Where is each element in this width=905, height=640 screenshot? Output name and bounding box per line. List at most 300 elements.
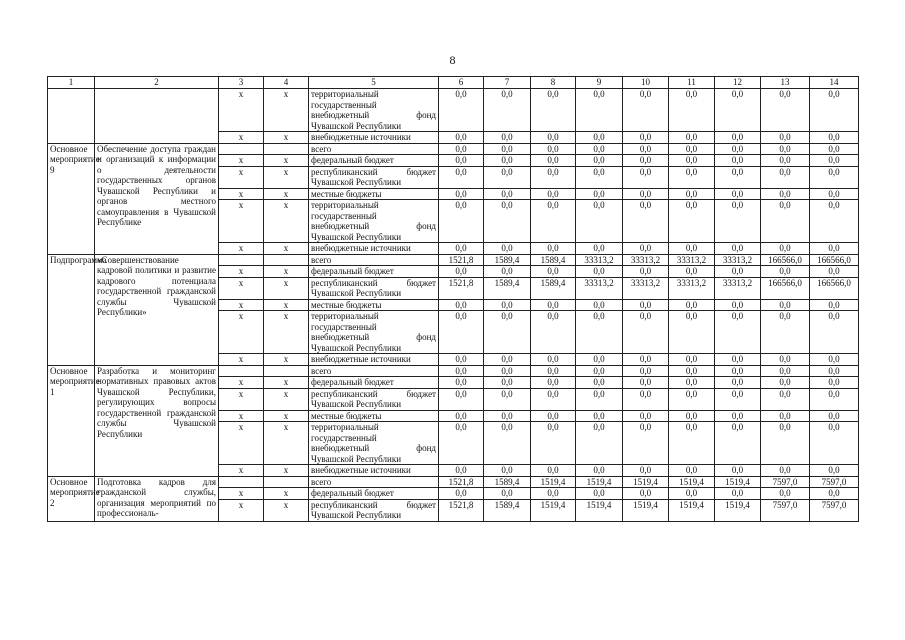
value-cell: 0,0 [531,243,576,255]
code-cell-4 [264,254,309,266]
value-cell: 1521,8 [439,254,484,266]
value-cell: 33313,2 [715,254,761,266]
value-cell: 0,0 [484,243,531,255]
value-cell: 0,0 [810,155,859,167]
value-cell: 0,0 [439,89,484,132]
value-cell: 0,0 [484,311,531,354]
code-cell-4 [264,143,309,155]
value-cell: 0,0 [623,354,669,366]
column-header-5: 5 [309,77,439,89]
value-cell: 1519,4 [715,476,761,488]
value-cell: 1589,4 [484,476,531,488]
code-cell-3: x [219,488,264,500]
code-cell-3: x [219,166,264,188]
value-cell: 0,0 [623,377,669,389]
value-cell: 0,0 [810,354,859,366]
value-cell: 0,0 [576,200,623,243]
value-cell: 1519,4 [576,476,623,488]
value-cell: 0,0 [623,311,669,354]
measure-name-cell: Обеспечение доступа граждан и организаций к информации о деятельности государственных органов Чувашской Республики и органов местного самоуправления в Чувашской Республике [95,143,219,254]
code-cell-4: x [264,89,309,132]
value-cell: 0,0 [439,188,484,200]
funding-source-cell: территориальный государственный внебюджетный фонд Чувашской Республики [309,422,439,465]
value-cell: 0,0 [761,132,810,144]
value-cell: 0,0 [715,311,761,354]
value-cell: 0,0 [484,155,531,167]
value-cell: 0,0 [669,465,715,477]
value-cell: 0,0 [761,365,810,377]
value-cell: 1521,8 [439,499,484,521]
value-cell: 0,0 [715,143,761,155]
code-cell-3: x [219,188,264,200]
value-cell: 0,0 [531,465,576,477]
value-cell: 0,0 [669,188,715,200]
code-cell-3: x [219,243,264,255]
value-cell: 0,0 [761,200,810,243]
value-cell: 0,0 [439,299,484,311]
value-cell: 0,0 [669,354,715,366]
value-cell: 0,0 [623,365,669,377]
code-cell-3: x [219,410,264,422]
value-cell: 0,0 [576,155,623,167]
code-cell-4: x [264,132,309,144]
table-row [48,89,859,132]
value-cell: 0,0 [761,488,810,500]
value-cell: 0,0 [484,488,531,500]
value-cell: 0,0 [761,410,810,422]
value-cell: 0,0 [439,388,484,410]
value-cell: 0,0 [484,422,531,465]
value-cell: 0,0 [810,365,859,377]
value-cell: 0,0 [715,377,761,389]
value-cell: 0,0 [669,377,715,389]
funding-source-cell: республиканский бюджет Чувашской Республики [309,499,439,521]
value-cell: 0,0 [761,266,810,278]
value-cell: 0,0 [715,200,761,243]
value-cell: 0,0 [810,377,859,389]
column-header-9: 9 [576,77,623,89]
value-cell: 1589,4 [484,277,531,299]
code-cell-4: x [264,311,309,354]
measure-name-cell: Разработка и мониторинг нормативных правовых актов Чувашской Республики, регулирующих вопросы государственной гражданской службы Чувашской Республики [95,365,219,476]
value-cell: 0,0 [761,188,810,200]
table-row [48,476,859,488]
funding-source-cell: местные бюджеты [309,299,439,311]
value-cell: 0,0 [623,89,669,132]
value-cell: 0,0 [623,388,669,410]
column-header-3: 3 [219,77,264,89]
code-cell-4: x [264,243,309,255]
value-cell: 0,0 [715,354,761,366]
code-cell-3: x [219,277,264,299]
value-cell: 1589,4 [531,277,576,299]
value-cell: 33313,2 [715,277,761,299]
funding-source-cell: территориальный государственный внебюджетный фонд Чувашской Республики [309,89,439,132]
code-cell-3: x [219,311,264,354]
funding-source-cell: республиканский бюджет Чувашской Республики [309,388,439,410]
funding-source-cell: местные бюджеты [309,410,439,422]
value-cell: 1589,4 [484,499,531,521]
code-cell-3: x [219,354,264,366]
value-cell: 7597,0 [810,476,859,488]
value-cell: 0,0 [484,465,531,477]
value-cell: 0,0 [761,166,810,188]
value-cell: 0,0 [439,311,484,354]
value-cell: 1589,4 [484,254,531,266]
code-cell-4: x [264,188,309,200]
value-cell: 0,0 [531,266,576,278]
value-cell: 0,0 [761,143,810,155]
code-cell-4: x [264,354,309,366]
measure-name-cell: «Совершенствование кадровой политики и развитие кадрового потенциала государственной гражданской службы Чувашской Республики» [95,254,219,365]
value-cell: 0,0 [484,388,531,410]
value-cell: 0,0 [531,488,576,500]
column-header-8: 8 [531,77,576,89]
code-cell-4: x [264,200,309,243]
value-cell: 0,0 [715,243,761,255]
funding-source-cell: местные бюджеты [309,188,439,200]
funding-source-cell: республиканский бюджет Чувашской Республики [309,277,439,299]
value-cell: 0,0 [531,155,576,167]
value-cell: 0,0 [669,422,715,465]
column-header-7: 7 [484,77,531,89]
value-cell: 0,0 [531,89,576,132]
value-cell: 0,0 [669,388,715,410]
value-cell: 33313,2 [623,254,669,266]
value-cell: 0,0 [576,299,623,311]
value-cell: 0,0 [715,188,761,200]
column-header-13: 13 [761,77,810,89]
value-cell: 0,0 [715,365,761,377]
value-cell: 0,0 [623,410,669,422]
value-cell: 0,0 [623,132,669,144]
value-cell: 1519,4 [531,476,576,488]
measure-name-cell [95,89,219,144]
value-cell: 0,0 [810,243,859,255]
value-cell: 0,0 [669,155,715,167]
value-cell: 0,0 [576,354,623,366]
value-cell: 0,0 [623,143,669,155]
code-cell-3: x [219,422,264,465]
value-cell: 0,0 [484,365,531,377]
value-cell: 0,0 [761,299,810,311]
column-header-1: 1 [48,77,95,89]
value-cell: 0,0 [531,377,576,389]
value-cell: 0,0 [761,465,810,477]
code-cell-3 [219,254,264,266]
value-cell: 0,0 [669,410,715,422]
value-cell: 0,0 [531,200,576,243]
table-row [48,365,859,377]
column-header-11: 11 [669,77,715,89]
value-cell: 1519,4 [669,499,715,521]
funding-source-cell: внебюджетные источники [309,354,439,366]
code-cell-3 [219,365,264,377]
value-cell: 0,0 [531,354,576,366]
value-cell: 0,0 [531,388,576,410]
funding-source-cell: внебюджетные источники [309,132,439,144]
value-cell: 0,0 [810,311,859,354]
code-cell-4: x [264,488,309,500]
value-cell: 0,0 [715,266,761,278]
value-cell: 0,0 [576,311,623,354]
value-cell: 0,0 [810,143,859,155]
value-cell: 0,0 [810,465,859,477]
value-cell: 0,0 [439,132,484,144]
code-cell-3: x [219,132,264,144]
funding-source-cell: республиканский бюджет Чувашской Республики [309,166,439,188]
value-cell: 0,0 [484,188,531,200]
value-cell: 0,0 [484,266,531,278]
value-cell: 0,0 [484,299,531,311]
funding-source-cell: всего [309,254,439,266]
value-cell: 0,0 [669,311,715,354]
code-cell-3: x [219,155,264,167]
value-cell: 0,0 [715,166,761,188]
value-cell: 0,0 [761,422,810,465]
value-cell: 0,0 [715,410,761,422]
value-cell: 0,0 [576,188,623,200]
value-cell: 0,0 [484,200,531,243]
value-cell: 0,0 [576,266,623,278]
value-cell: 0,0 [623,488,669,500]
column-header-6: 6 [439,77,484,89]
code-cell-4: x [264,299,309,311]
value-cell: 166566,0 [810,277,859,299]
code-cell-4: x [264,166,309,188]
value-cell: 1519,4 [623,499,669,521]
value-cell: 0,0 [669,89,715,132]
funding-source-cell: федеральный бюджет [309,488,439,500]
value-cell: 0,0 [576,488,623,500]
measure-type-cell: Основное мероприятие 2 [48,476,95,521]
value-cell: 0,0 [439,365,484,377]
value-cell: 0,0 [531,132,576,144]
value-cell: 0,0 [761,388,810,410]
code-cell-3: x [219,377,264,389]
value-cell: 1519,4 [531,499,576,521]
value-cell: 0,0 [484,354,531,366]
column-header-12: 12 [715,77,761,89]
value-cell: 0,0 [484,89,531,132]
value-cell: 0,0 [531,188,576,200]
value-cell: 0,0 [439,354,484,366]
value-cell: 0,0 [576,465,623,477]
column-header-10: 10 [623,77,669,89]
value-cell: 0,0 [669,200,715,243]
value-cell: 0,0 [623,299,669,311]
value-cell: 0,0 [669,166,715,188]
budget-table [47,76,859,522]
code-cell-3: x [219,465,264,477]
measure-type-cell [48,89,95,144]
value-cell: 0,0 [623,188,669,200]
value-cell: 7597,0 [761,476,810,488]
code-cell-3: x [219,299,264,311]
measure-type-cell: Основное мероприятие 9 [48,143,95,254]
column-header-4: 4 [264,77,309,89]
value-cell: 0,0 [810,422,859,465]
value-cell: 0,0 [576,143,623,155]
funding-source-cell: всего [309,476,439,488]
value-cell: 0,0 [810,299,859,311]
value-cell: 0,0 [484,132,531,144]
funding-source-cell: всего [309,365,439,377]
value-cell: 0,0 [623,243,669,255]
value-cell: 1521,8 [439,476,484,488]
funding-source-cell: всего [309,143,439,155]
value-cell: 0,0 [439,410,484,422]
funding-source-cell: территориальный государственный внебюджетный фонд Чувашской Республики [309,200,439,243]
value-cell: 0,0 [669,266,715,278]
value-cell: 0,0 [810,166,859,188]
value-cell: 0,0 [576,377,623,389]
code-cell-3: x [219,89,264,132]
code-cell-4: x [264,388,309,410]
value-cell: 0,0 [439,465,484,477]
funding-source-cell: внебюджетные источники [309,465,439,477]
value-cell: 33313,2 [576,277,623,299]
value-cell: 0,0 [531,311,576,354]
value-cell: 0,0 [669,299,715,311]
value-cell: 0,0 [439,266,484,278]
value-cell: 0,0 [761,311,810,354]
value-cell: 0,0 [810,132,859,144]
table-row [48,143,859,155]
value-cell: 0,0 [623,155,669,167]
value-cell: 0,0 [715,422,761,465]
value-cell: 0,0 [715,299,761,311]
value-cell: 0,0 [484,410,531,422]
value-cell: 1519,4 [715,499,761,521]
value-cell: 1519,4 [623,476,669,488]
table-row [48,254,859,266]
code-cell-4: x [264,499,309,521]
value-cell: 0,0 [576,166,623,188]
value-cell: 0,0 [531,166,576,188]
value-cell: 7597,0 [761,499,810,521]
funding-source-cell: внебюджетные источники [309,243,439,255]
code-cell-4 [264,365,309,377]
code-cell-3 [219,476,264,488]
value-cell: 0,0 [623,422,669,465]
value-cell: 0,0 [439,377,484,389]
value-cell: 0,0 [715,388,761,410]
value-cell: 1589,4 [531,254,576,266]
value-cell: 0,0 [810,200,859,243]
code-cell-4: x [264,155,309,167]
funding-source-cell: федеральный бюджет [309,266,439,278]
column-header-2: 2 [95,77,219,89]
value-cell: 0,0 [439,200,484,243]
value-cell: 0,0 [576,422,623,465]
value-cell: 0,0 [576,132,623,144]
code-cell-4: x [264,377,309,389]
value-cell: 166566,0 [810,254,859,266]
page-number: 8 [449,53,456,67]
code-cell-3 [219,143,264,155]
value-cell: 7597,0 [810,499,859,521]
value-cell: 0,0 [623,200,669,243]
code-cell-4: x [264,422,309,465]
value-cell: 0,0 [439,155,484,167]
value-cell: 0,0 [810,410,859,422]
value-cell: 0,0 [715,89,761,132]
value-cell: 0,0 [761,155,810,167]
value-cell: 0,0 [439,422,484,465]
funding-source-cell: территориальный государственный внебюджетный фонд Чувашской Республики [309,311,439,354]
value-cell: 0,0 [810,89,859,132]
value-cell: 0,0 [531,143,576,155]
value-cell: 0,0 [715,132,761,144]
code-cell-3: x [219,266,264,278]
code-cell-3: x [219,499,264,521]
value-cell: 0,0 [531,365,576,377]
value-cell: 0,0 [484,143,531,155]
value-cell: 0,0 [715,155,761,167]
value-cell: 0,0 [623,465,669,477]
value-cell: 0,0 [810,266,859,278]
value-cell: 0,0 [761,354,810,366]
value-cell: 0,0 [531,299,576,311]
value-cell: 166566,0 [761,254,810,266]
value-cell: 0,0 [761,89,810,132]
value-cell: 33313,2 [623,277,669,299]
value-cell: 33313,2 [576,254,623,266]
value-cell: 0,0 [669,132,715,144]
value-cell: 0,0 [715,465,761,477]
value-cell: 0,0 [484,166,531,188]
value-cell: 0,0 [576,410,623,422]
value-cell: 1519,4 [576,499,623,521]
value-cell: 0,0 [576,243,623,255]
value-cell: 0,0 [623,266,669,278]
funding-source-cell: федеральный бюджет [309,377,439,389]
code-cell-3: x [219,200,264,243]
column-header-14: 14 [810,77,859,89]
value-cell: 33313,2 [669,277,715,299]
value-cell: 0,0 [531,422,576,465]
measure-type-cell: Подпрограмма [48,254,95,365]
code-cell-4: x [264,277,309,299]
value-cell: 0,0 [439,166,484,188]
code-cell-4: x [264,465,309,477]
header-row [48,77,859,89]
value-cell: 0,0 [761,243,810,255]
code-cell-4: x [264,410,309,422]
value-cell: 0,0 [715,488,761,500]
value-cell: 0,0 [810,488,859,500]
value-cell: 0,0 [669,488,715,500]
value-cell: 0,0 [576,89,623,132]
code-cell-3: x [219,388,264,410]
funding-source-cell: федеральный бюджет [309,155,439,167]
measure-type-cell: Основное мероприятие 1 [48,365,95,476]
value-cell: 0,0 [576,388,623,410]
value-cell: 0,0 [623,166,669,188]
value-cell: 0,0 [439,243,484,255]
value-cell: 1521,8 [439,277,484,299]
code-cell-4 [264,476,309,488]
value-cell: 0,0 [669,143,715,155]
value-cell: 0,0 [531,410,576,422]
value-cell: 166566,0 [761,277,810,299]
value-cell: 0,0 [669,243,715,255]
value-cell: 0,0 [810,188,859,200]
value-cell: 0,0 [484,377,531,389]
value-cell: 0,0 [576,365,623,377]
value-cell: 0,0 [439,143,484,155]
